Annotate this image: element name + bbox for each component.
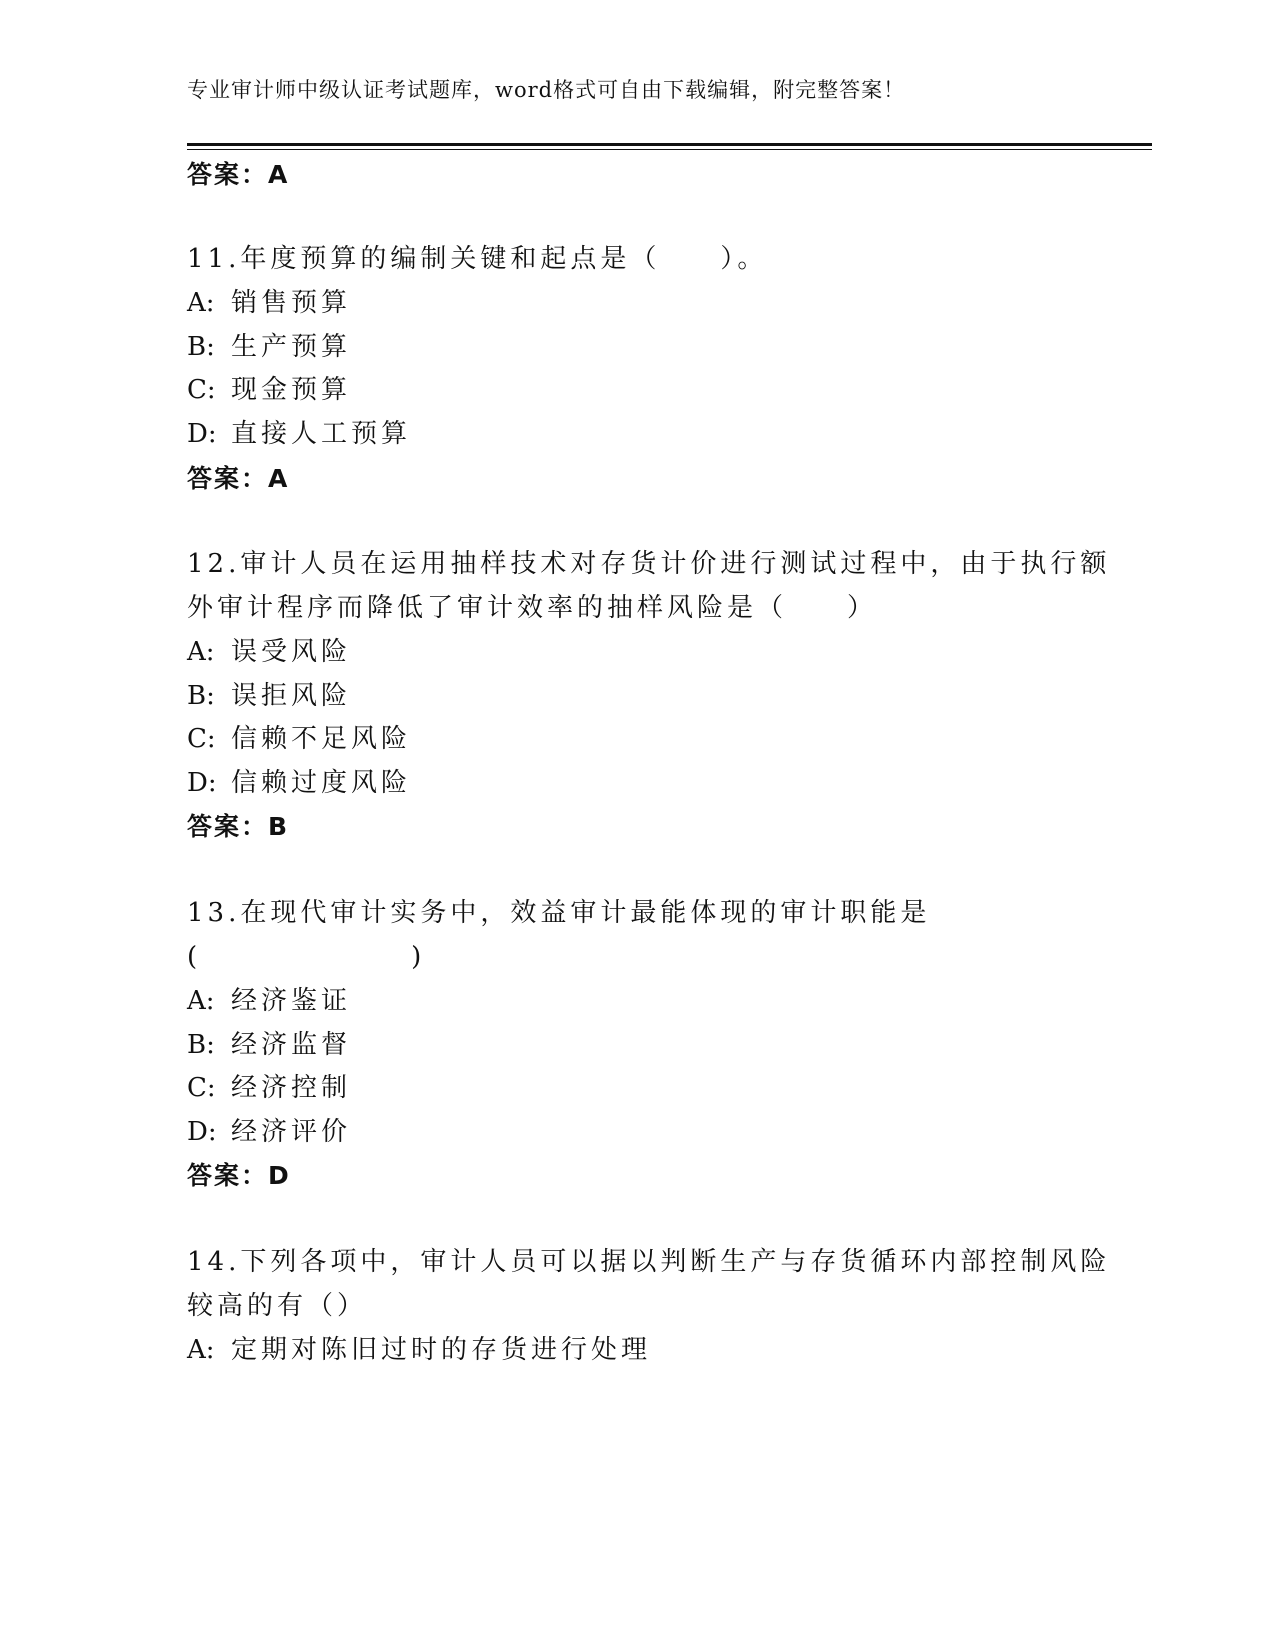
option-text: 经济监督 — [231, 1030, 352, 1060]
option-letter: A: — [187, 986, 215, 1016]
question-12-option-d — [187, 766, 411, 800]
option-text: 生产预算 — [231, 332, 352, 362]
option-text: 经济控制 — [231, 1073, 352, 1103]
option-letter: C: — [187, 375, 216, 405]
option-letter: C: — [187, 1073, 216, 1103]
question-11-option-a — [187, 286, 351, 320]
question-13-option-a — [187, 984, 351, 1018]
question-13-answer: 答案：D — [187, 1161, 291, 1190]
header-rule-thin — [187, 149, 1152, 150]
question-12-option-c — [187, 722, 411, 756]
option-letter: C: — [187, 724, 216, 754]
question-12-option-a — [187, 635, 351, 669]
option-letter: D: — [187, 1117, 217, 1147]
option-text: 销售预算 — [231, 288, 352, 318]
question-14-stem-line-2: 较高的有（） — [187, 1291, 368, 1321]
answer-line: 答案：A — [187, 160, 290, 189]
question-13-option-c — [187, 1071, 351, 1105]
option-letter: A: — [187, 637, 215, 667]
option-text: 现金预算 — [231, 375, 352, 405]
header-rule-thick — [187, 143, 1152, 146]
question-14-stem-line-1: 14.下列各项中，审计人员可以据以判断生产与存货循环内部控制风险 — [187, 1247, 1111, 1277]
option-letter: B: — [187, 681, 215, 711]
question-13-option-d — [187, 1115, 351, 1149]
option-letter: A: — [187, 1335, 215, 1365]
option-letter: D: — [187, 419, 217, 449]
option-letter: B: — [187, 332, 215, 362]
question-12-answer: 答案：B — [187, 812, 290, 841]
question-13-stem-line-1: 13.在现代审计实务中，效益审计最能体现的审计职能是 — [187, 898, 931, 928]
question-11-option-b — [187, 330, 351, 364]
option-text: 经济鉴证 — [231, 986, 352, 1016]
option-letter: A: — [187, 288, 215, 318]
option-text: 定期对陈旧过时的存货进行处理 — [231, 1335, 652, 1365]
question-12-stem-line-2: 外审计程序而降低了审计效率的抽样风险是（ ） — [187, 593, 878, 623]
question-11-answer: 答案：A — [187, 464, 290, 493]
option-letter: B: — [187, 1030, 215, 1060]
question-13-option-b — [187, 1028, 351, 1062]
page-header: 专业审计师中级认证考试题库，word格式可自由下载编辑，附完整答案！ — [187, 78, 906, 102]
question-14-option-a — [187, 1333, 651, 1367]
option-text: 误拒风险 — [231, 681, 352, 711]
question-11-option-d — [187, 417, 411, 451]
question-12-option-b — [187, 679, 351, 713]
question-11-stem: 11.年度预算的编制关键和起点是（ ）。 — [187, 244, 768, 274]
option-text: 误受风险 — [231, 637, 352, 667]
option-letter: D: — [187, 768, 217, 798]
question-13-stem-line-2: ( ) — [187, 942, 426, 972]
option-text: 经济评价 — [231, 1117, 352, 1147]
question-12-stem-line-1: 12.审计人员在运用抽样技术对存货计价进行测试过程中，由于执行额 — [187, 549, 1111, 579]
option-text: 直接人工预算 — [231, 419, 412, 449]
option-text: 信赖过度风险 — [231, 768, 412, 798]
option-text: 信赖不足风险 — [231, 724, 412, 754]
question-11-option-c — [187, 373, 351, 407]
